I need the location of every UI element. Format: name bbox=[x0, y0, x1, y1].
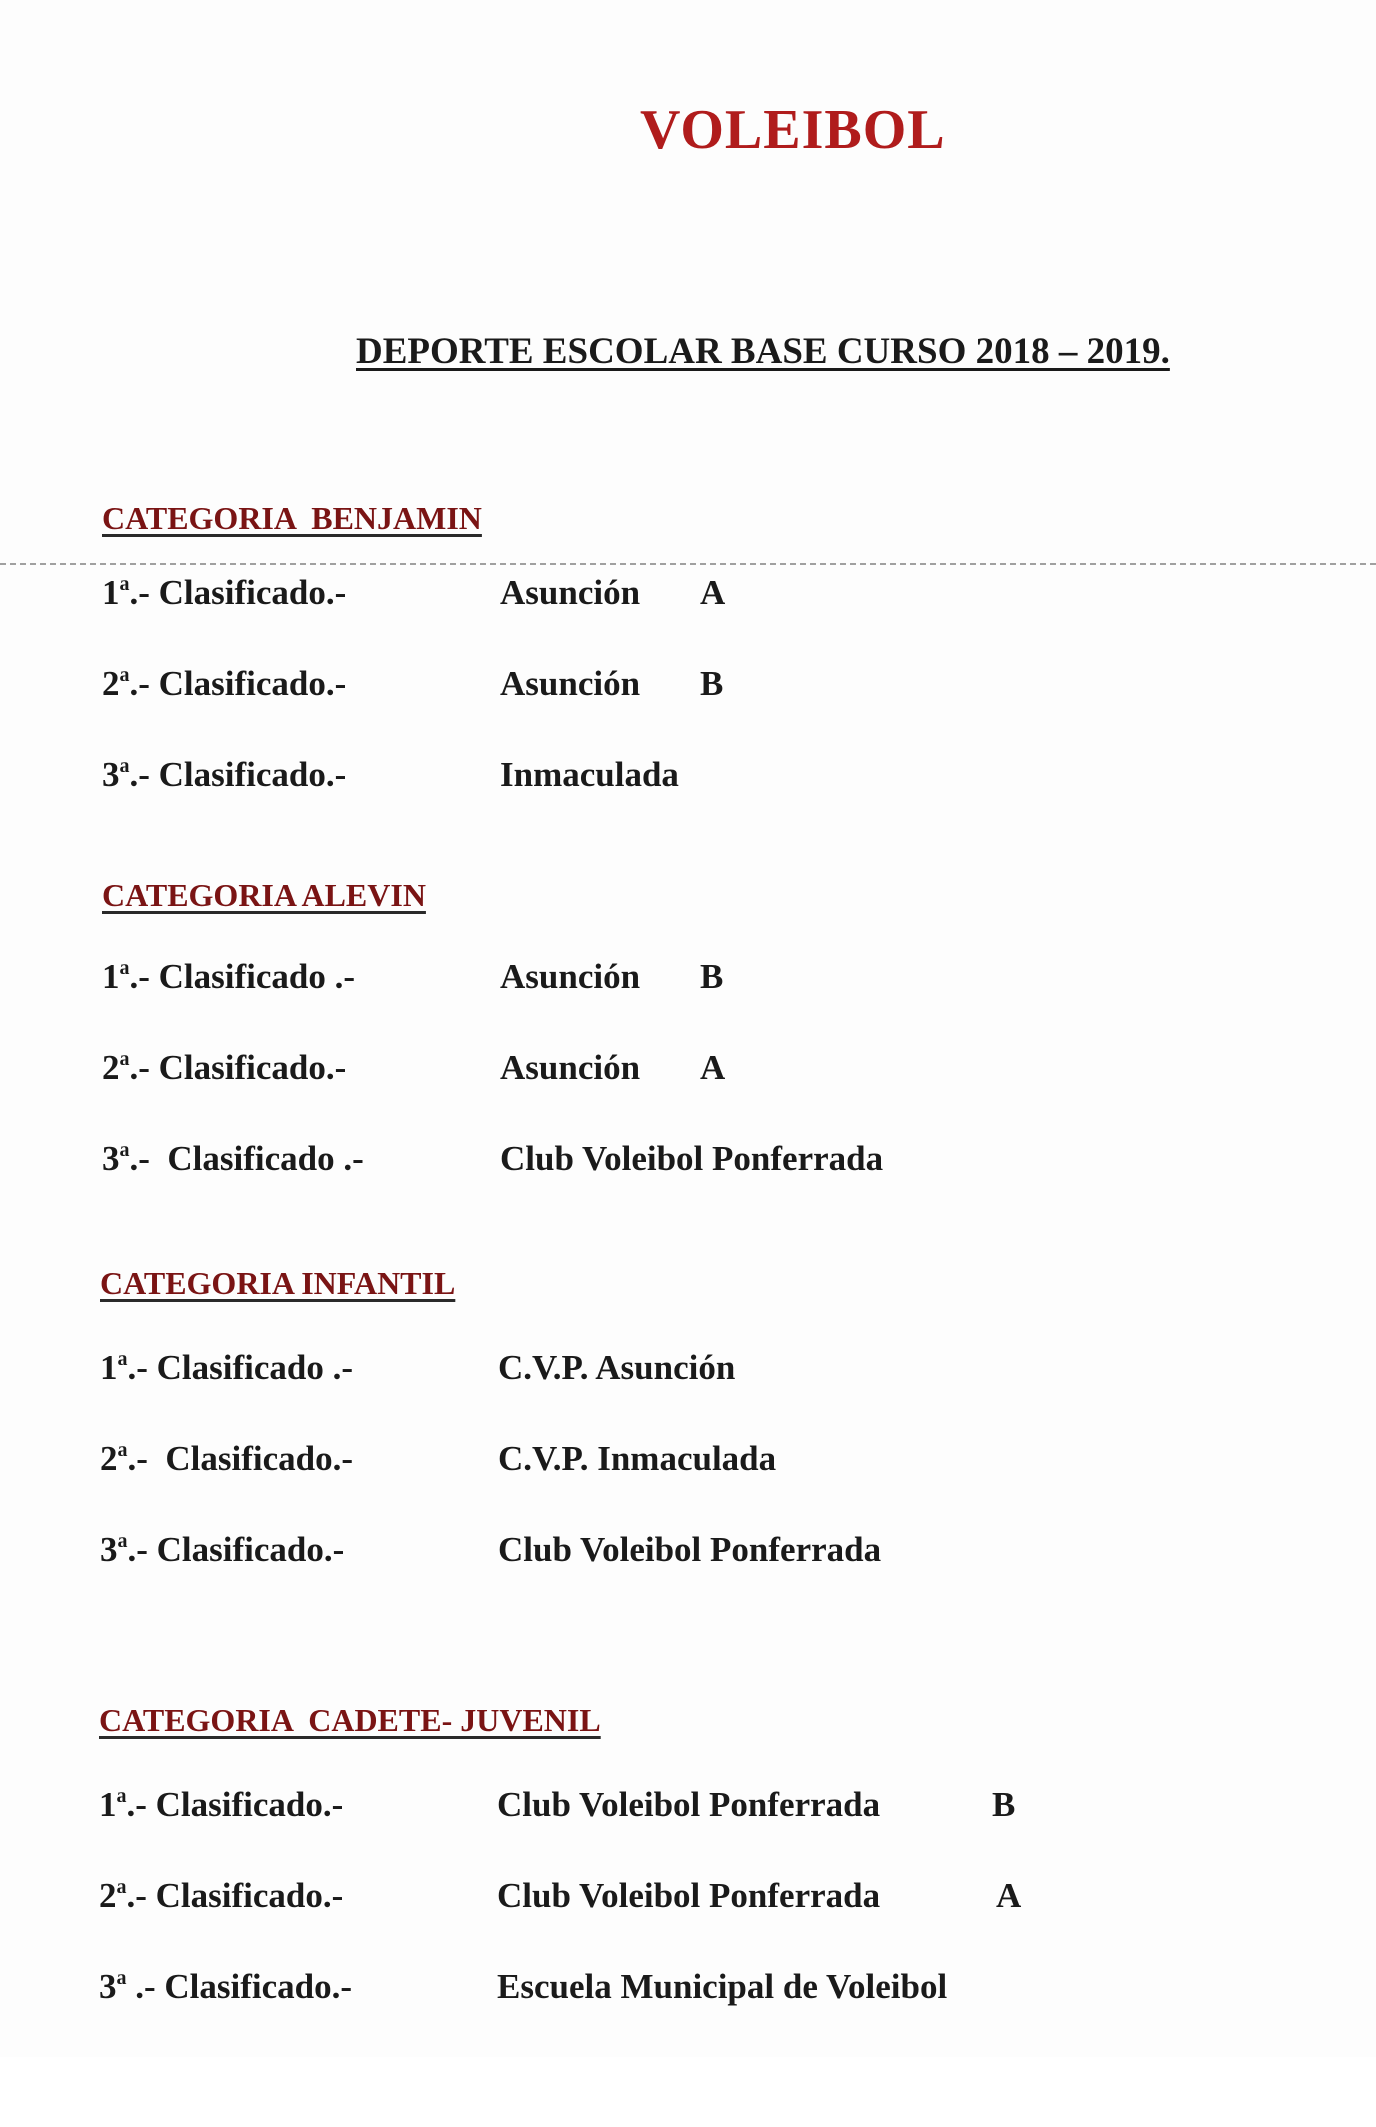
team-suffix: A bbox=[700, 573, 726, 612]
place-label: 3$^a$.- Clasificado.- bbox=[100, 1530, 345, 1569]
place-label: 2$^a$.- Clasificado.- bbox=[100, 1439, 354, 1478]
team-name: Club Voleibol Ponferrada bbox=[497, 1876, 881, 1915]
category-heading-cadete-juvenil: CATEGORIA CADETE- JUVENIL bbox=[99, 1702, 601, 1738]
team-suffix: A bbox=[996, 1876, 1022, 1915]
category-heading-infantil: CATEGORIA INFANTIL bbox=[100, 1265, 456, 1301]
team-name: Inmaculada bbox=[500, 755, 679, 794]
team-name: Club Voleibol Ponferrada bbox=[497, 1785, 881, 1824]
team-name: Asunción bbox=[500, 957, 641, 996]
result-row bbox=[99, 1967, 948, 2127]
team-name: Club Voleibol Ponferrada bbox=[500, 1139, 884, 1178]
place-label: 2$^a$.- Clasificado.- bbox=[102, 664, 347, 703]
place-label: 3$^a$ .- Clasificado.- bbox=[99, 1967, 353, 2006]
place-label: 1$^a$.- Clasificado .- bbox=[100, 1348, 354, 1387]
team-name: C.V.P. Asunción bbox=[498, 1348, 736, 1387]
team-suffix: B bbox=[700, 957, 724, 996]
result-row bbox=[100, 1530, 882, 1690]
paper-fold-line bbox=[0, 563, 1376, 565]
document-title: VOLEIBOL bbox=[640, 99, 946, 161]
category-heading-alevin: CATEGORIA ALEVIN bbox=[102, 877, 426, 913]
place-label: 2$^a$.- Clasificado.- bbox=[99, 1876, 344, 1915]
team-suffix: B bbox=[992, 1785, 1016, 1824]
team-name: Asunción bbox=[500, 573, 641, 612]
place-label: 2$^a$.- Clasificado.- bbox=[102, 1048, 347, 1087]
place-label: 1$^a$.- Clasificado .- bbox=[102, 957, 356, 996]
place-label: 3$^a$.- Clasificado .- bbox=[102, 1139, 364, 1178]
team-name: Escuela Municipal de Voleibol bbox=[497, 1967, 948, 2006]
place-label: 3$^a$.- Clasificado.- bbox=[102, 755, 347, 794]
team-suffix: A bbox=[700, 1048, 726, 1087]
place-label: 1$^a$.- Clasificado.- bbox=[99, 1785, 344, 1824]
category-heading-benjamin: CATEGORIA BENJAMIN bbox=[102, 500, 482, 536]
place-label: 1$^a$.- Clasificado.- bbox=[102, 573, 347, 612]
team-name: Asunción bbox=[500, 664, 641, 703]
document-subtitle: DEPORTE ESCOLAR BASE CURSO 2018 – 2019. bbox=[356, 331, 1170, 372]
team-name: Club Voleibol Ponferrada bbox=[498, 1530, 882, 1569]
team-name: C.V.P. Inmaculada bbox=[498, 1439, 777, 1478]
team-name: Asunción bbox=[500, 1048, 641, 1087]
team-suffix: B bbox=[700, 664, 724, 703]
